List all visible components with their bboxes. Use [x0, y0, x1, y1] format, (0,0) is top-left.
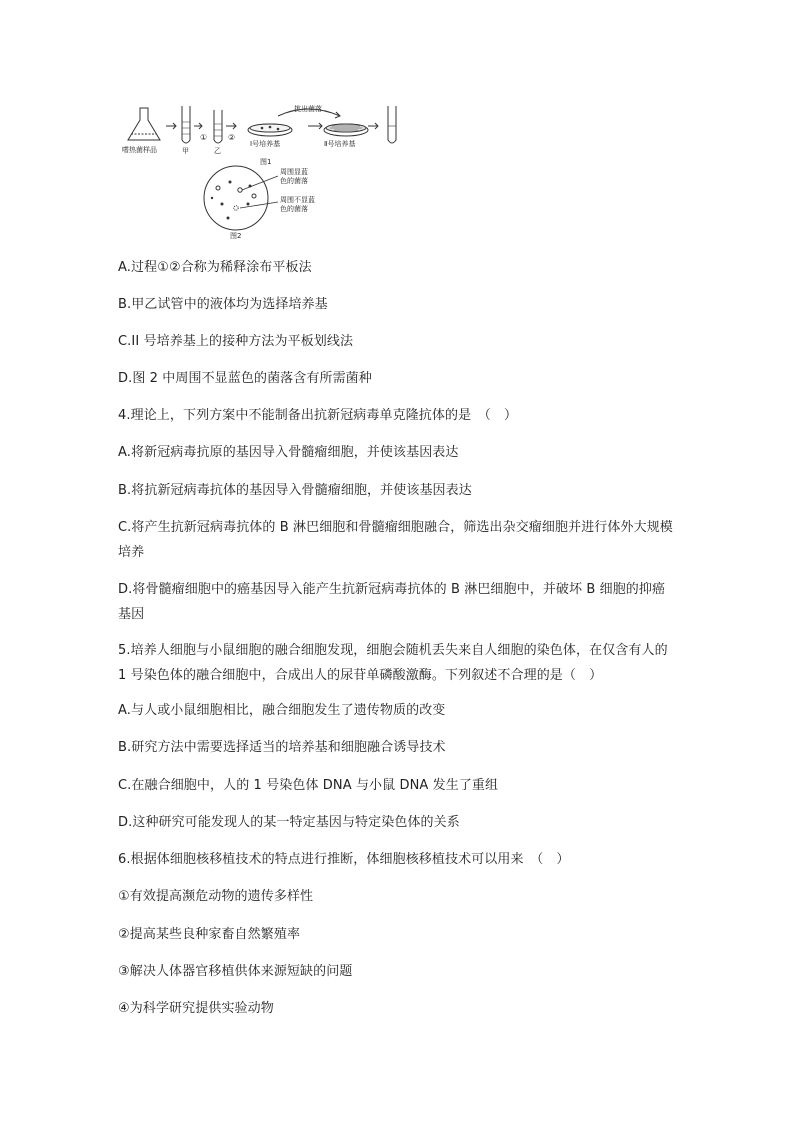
colony-plate-icon	[204, 166, 268, 230]
q5-option-a: A.与人或小鼠细胞相比，融合细胞发生了遗传物质的改变	[118, 703, 446, 718]
petri-dish-one-icon	[248, 124, 292, 136]
tube-yi-label: 乙	[214, 147, 221, 155]
arrow-icon	[368, 123, 378, 129]
q6-item-3: ③解决人体器官移植供体来源短缺的问题	[118, 964, 353, 979]
final-tube-icon	[388, 106, 396, 143]
arrow-icon	[226, 123, 236, 129]
q4-option-d: D.将骨髓瘤细胞中的癌基因导入能产生抗新冠病毒抗体的 B 淋巴细胞中，并破坏 B 细胞的抑癌基因	[118, 582, 666, 622]
q4-option-a: A.将新冠病毒抗原的基因导入骨髓瘤细胞，并使该基因表达	[118, 445, 459, 460]
experiment-figure	[118, 100, 418, 240]
test-tube-yi-icon	[214, 110, 222, 143]
q3-option-c: C.II 号培养基上的接种方法为平板划线法	[118, 334, 354, 349]
q3-option-d: D.图 2 中周围不显蓝色的菌落含有所需菌种	[118, 371, 372, 386]
step-one-label: ①	[200, 133, 208, 142]
q5-option-c: C.在融合细胞中，人的 1 号染色体 DNA 与小鼠 DNA 发生了重组	[118, 778, 499, 793]
arrow-icon	[194, 123, 202, 129]
flask-icon	[128, 108, 160, 140]
pick-colony-label: 挑出菌落	[294, 105, 322, 113]
q3-option-b: B.甲乙试管中的液体均为选择培养基	[118, 297, 328, 312]
q6-item-2: ②提高某些良种家畜自然繁殖率	[118, 927, 301, 942]
blue-colony-label: 周围显蓝色的菌落	[280, 168, 308, 185]
step-two-label: ②	[228, 133, 236, 142]
test-tube-jia-icon	[182, 106, 190, 143]
q6-stem: 6.根据体细胞核移植技术的特点进行推断，体细胞核移植技术可以用来 （ ）	[118, 852, 570, 867]
medium-one-label: Ⅰ号培养基	[250, 140, 281, 148]
petri-dish-two-icon	[324, 124, 368, 136]
figure-diagram	[118, 100, 418, 240]
q5-option-d: D.这种研究可能发现人的某一特定基因与特定染色体的关系	[118, 815, 460, 830]
q3-option-a: A.过程①②合称为稀释涂布平板法	[118, 260, 312, 275]
no-blue-colony-label: 周围不显蓝色的菌落	[280, 196, 315, 213]
figure-one-caption: 图1	[260, 158, 272, 166]
figure-two-caption: 图2	[230, 232, 242, 240]
q6-item-1: ①有效提高濒危动物的遗传多样性	[118, 889, 314, 904]
q4-option-c: C.将产生抗新冠病毒抗体的 B 淋巴细胞和骨髓瘤细胞融合，筛选出杂交瘤细胞并进行体外大规模培养	[118, 520, 673, 560]
q6-item-4: ④为科学研究提供实验动物	[118, 1001, 274, 1016]
q4-stem: 4.理论上，下列方案中不能制备出抗新冠病毒单克隆抗体的是 （ ）	[118, 408, 518, 423]
medium-two-label: Ⅱ号培养基	[324, 140, 356, 148]
q4-option-b: B.将抗新冠病毒抗体的基因导入骨髓瘤细胞，并使该基因表达	[118, 483, 472, 498]
arrow-icon	[308, 123, 322, 129]
q5-stem: 5.培养人细胞与小鼠细胞的融合细胞发现，细胞会随机丢失来自人细胞的染色体，在仅含有人的 1 号染色体的融合细胞中，合成出人的尿苷单磷酸激酶。下列叙述不合理的是（ ）	[118, 643, 668, 683]
arrow-icon	[166, 123, 176, 129]
q5-option-b: B.研究方法中需要选择适当的培养基和细胞融合诱导技术	[118, 740, 446, 755]
sample-label: 嗜热菌样品	[122, 146, 157, 154]
tube-jia-label: 甲	[182, 147, 189, 155]
